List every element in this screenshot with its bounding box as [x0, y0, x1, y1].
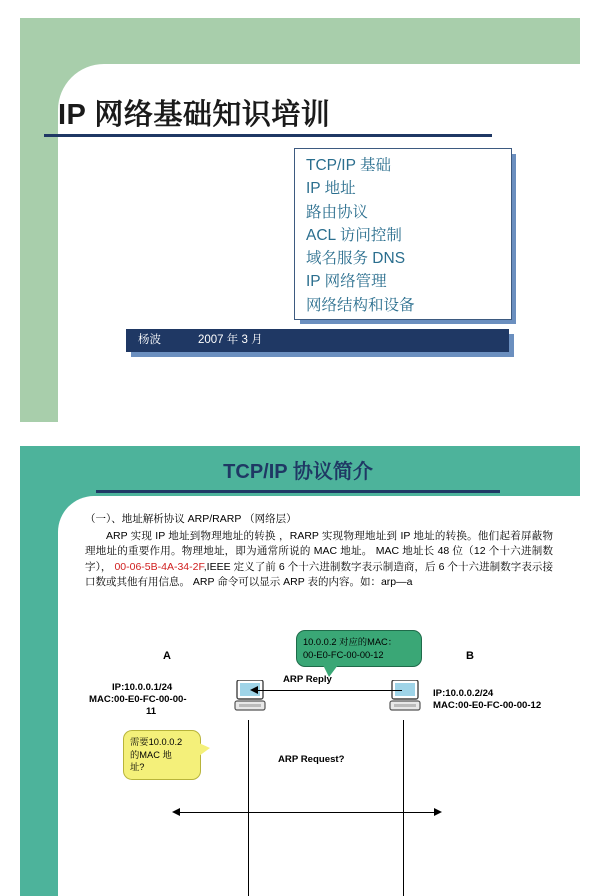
agenda-item-network-management: IP 网络管理 — [306, 273, 387, 291]
arp-reply-label: ARP Reply — [283, 674, 332, 685]
arp-request-bubble-line1: 需要10.0.0.2 — [130, 737, 183, 747]
arp-reply-arrow-head — [250, 686, 258, 694]
author-name: 杨波 — [138, 334, 161, 346]
paragraph-part-1: ARP 实现 IP 地址到物理地址的转换 ，RARP 实现物理地址到 IP 地址的转换。他们起着屏蔽物理地址的重要作用。物理地址，即为通常所说的 MAC 地址。 MAC 地址长 48 位（12 个十六进制数字）， — [85, 529, 553, 573]
host-a-timeline — [248, 720, 249, 896]
slide2-title: TCP/IP 协议简介 — [223, 461, 373, 483]
arp-reply-bubble-line2: 00-E0-FC-00-00-12 — [303, 649, 384, 660]
title-underline — [44, 134, 492, 137]
arp-request-bubble — [123, 730, 201, 780]
broadcast-arrow-head-right — [434, 808, 442, 816]
arp-request-label: ARP Request? — [278, 754, 345, 765]
host-a-computer-icon — [233, 680, 263, 714]
mac-address-example: 00-06-5B-4A-34-2F — [114, 560, 204, 573]
arp-request-bubble-line3: 址? — [130, 762, 145, 772]
agenda-list — [306, 154, 512, 317]
host-a-mac-text-cont: 11 — [146, 706, 157, 717]
presentation-title: IP 网络基础知识培训 — [58, 99, 331, 131]
agenda-item-tcpip: TCP/IP 基础 — [306, 157, 391, 174]
broadcast-arrow-head-left — [172, 808, 180, 816]
footer-bar — [126, 329, 509, 352]
arp-request-bubble-line2: 的MAC 地 — [130, 749, 172, 760]
paragraph-part-2: ,IEEE 定义了前 6 个十六进制数字表示制造商，后 6 个十六进制数字表示接口数或其他有用信息。 ARP 命令可以显示 ARP 表的内容。如：arp—a — [85, 560, 553, 588]
agenda-item-topology-devices: 网络结构和设备 — [306, 296, 415, 314]
agenda-item-ip-address: IP 地址 — [306, 180, 356, 198]
host-b-ip-text: IP:10.0.0.2/24 — [433, 688, 494, 699]
arp-reply-arrow-line — [256, 690, 402, 691]
section-paragraph — [85, 529, 553, 591]
host-b-timeline — [403, 720, 404, 896]
slide-content-page — [0, 440, 600, 896]
presentation-date: 2007 年 3 月 — [198, 334, 263, 346]
broadcast-arrow-line — [178, 812, 438, 813]
host-a-mac-text: MAC:00-E0-FC-00-00- — [89, 694, 187, 705]
slide2-title-underline — [96, 490, 500, 493]
host-a-ip-text: IP:10.0.0.1/24 — [112, 682, 173, 693]
arp-diagram — [58, 630, 580, 896]
agenda-item-acl: ACL 访问控制 — [306, 226, 402, 244]
arp-reply-bubble — [296, 630, 422, 667]
section-heading: （一）、地址解析协议 ARP/RARP （网络层） — [85, 513, 297, 525]
host-b-label: B — [466, 650, 474, 662]
slide-title-page — [0, 0, 600, 440]
agenda-item-dns: 域名服务 DNS — [306, 250, 406, 268]
host-b-computer-icon — [388, 680, 418, 714]
agenda-item-routing: 路由协议 — [306, 203, 369, 221]
slide2-body-text — [85, 512, 553, 591]
host-b-mac-text: MAC:00-E0-FC-00-00-12 — [433, 700, 542, 711]
arp-reply-bubble-line1: 10.0.0.2 对应的MAC： — [303, 637, 398, 647]
host-a-label: A — [163, 650, 171, 662]
